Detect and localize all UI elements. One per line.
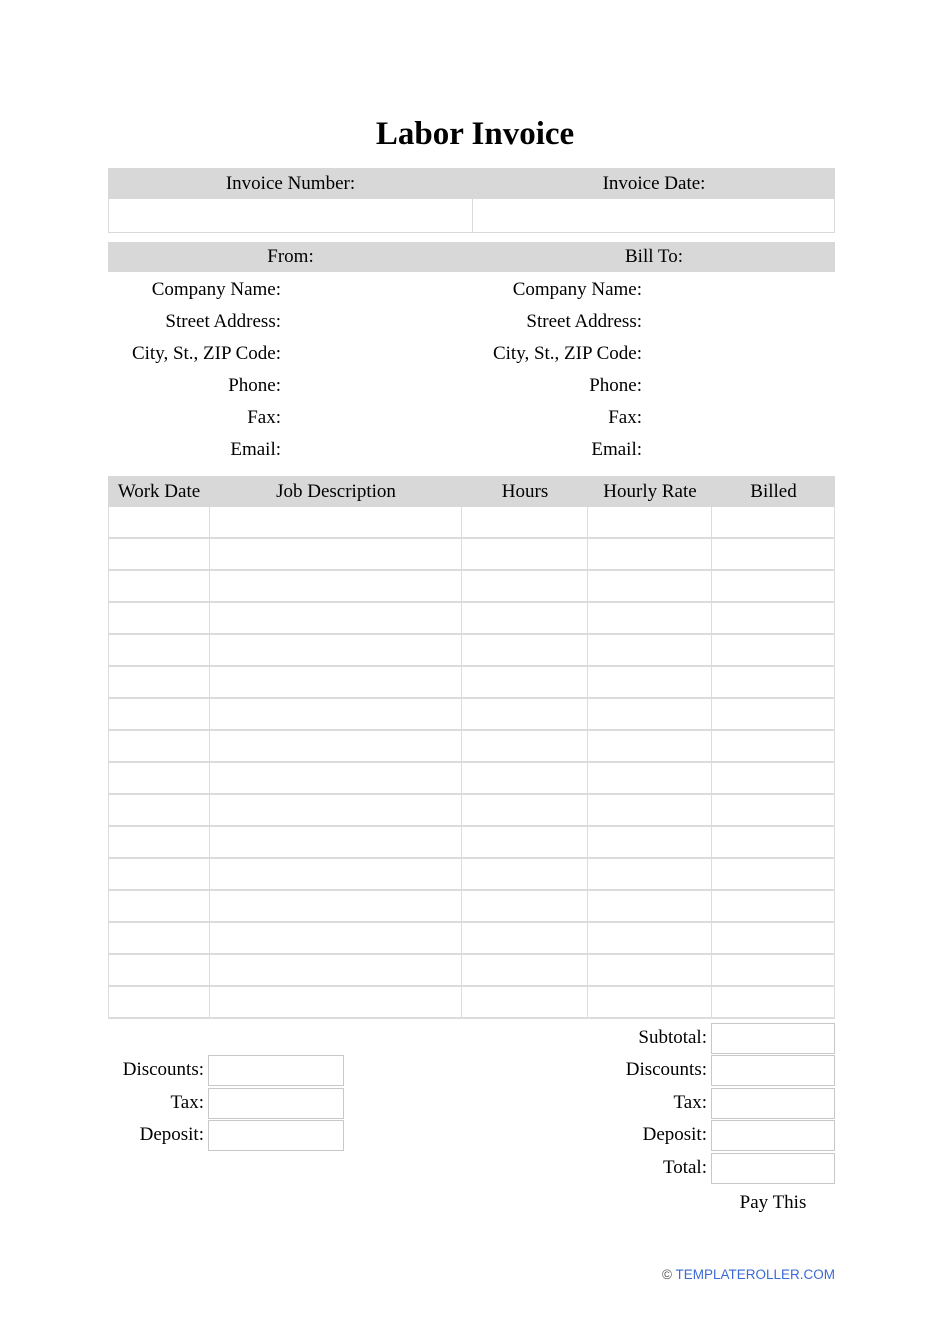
discounts-right-input[interactable] xyxy=(711,1055,835,1086)
deposit-right-input[interactable] xyxy=(711,1120,835,1151)
item-cell[interactable] xyxy=(588,667,712,697)
item-cell[interactable] xyxy=(109,891,210,921)
table-row xyxy=(109,923,834,955)
total-row xyxy=(108,1152,835,1184)
deposit-right-label: Deposit: xyxy=(642,1124,707,1146)
column-header-hourly-rate: Hourly Rate xyxy=(603,481,697,502)
item-cell[interactable] xyxy=(462,827,588,857)
from-field-input[interactable] xyxy=(281,434,473,466)
item-cell[interactable] xyxy=(588,539,712,569)
invoice-meta-inputs xyxy=(108,199,835,233)
tax-left-input[interactable] xyxy=(208,1088,344,1119)
item-cell[interactable] xyxy=(210,699,462,729)
item-cell[interactable] xyxy=(712,923,834,953)
parties-header-bar xyxy=(108,242,835,272)
table-row xyxy=(109,667,834,699)
item-cell[interactable] xyxy=(109,763,210,793)
item-cell[interactable] xyxy=(712,635,834,665)
table-row xyxy=(109,699,834,731)
discounts-right-label: Discounts: xyxy=(625,1059,707,1081)
item-cell[interactable] xyxy=(210,539,462,569)
item-cell[interactable] xyxy=(210,923,462,953)
item-cell[interactable] xyxy=(109,699,210,729)
item-cell[interactable] xyxy=(588,699,712,729)
bill-to-field-input[interactable] xyxy=(642,434,835,466)
item-cell[interactable] xyxy=(588,891,712,921)
deposit-left-label: Deposit: xyxy=(139,1124,204,1146)
table-row xyxy=(109,987,834,1019)
item-cell[interactable] xyxy=(712,795,834,825)
item-cell[interactable] xyxy=(210,731,462,761)
item-cell[interactable] xyxy=(109,635,210,665)
line-items-body xyxy=(108,507,835,1019)
item-cell[interactable] xyxy=(712,891,834,921)
from-field-label: Street Address: xyxy=(165,311,281,332)
from-field-label: Fax: xyxy=(247,407,281,428)
from-header: From: xyxy=(267,246,314,267)
item-cell[interactable] xyxy=(462,763,588,793)
footer xyxy=(108,1266,835,1284)
from-field-input[interactable] xyxy=(281,402,473,434)
item-cell[interactable] xyxy=(712,955,834,985)
invoice-number-input[interactable] xyxy=(109,199,473,232)
discounts-row xyxy=(108,1054,835,1086)
tax-right-input[interactable] xyxy=(711,1088,835,1119)
line-items-header xyxy=(108,476,835,507)
column-header-work-date: Work Date xyxy=(117,481,201,502)
column-header-hours: Hours xyxy=(501,481,549,502)
subtotal-input[interactable] xyxy=(711,1023,835,1054)
totals-section xyxy=(108,1022,835,1216)
item-cell[interactable] xyxy=(712,763,834,793)
item-cell[interactable] xyxy=(210,827,462,857)
from-field-input[interactable] xyxy=(281,370,473,402)
table-row xyxy=(109,827,834,859)
bill-to-field-label: Phone: xyxy=(589,375,642,396)
item-cell[interactable] xyxy=(588,731,712,761)
item-cell[interactable] xyxy=(588,763,712,793)
from-field-label: City, St., ZIP Code: xyxy=(131,343,281,364)
bill-to-field-label: Fax: xyxy=(608,407,642,428)
item-cell[interactable] xyxy=(210,859,462,889)
invoice-number-label: Invoice Number: xyxy=(225,173,356,194)
item-cell[interactable] xyxy=(712,507,834,537)
item-cell[interactable] xyxy=(712,571,834,601)
item-cell[interactable] xyxy=(462,955,588,985)
pay-this-row xyxy=(108,1184,835,1216)
item-cell[interactable] xyxy=(712,731,834,761)
item-cell[interactable] xyxy=(210,603,462,633)
from-field-label: Phone: xyxy=(228,375,281,396)
item-cell[interactable] xyxy=(210,571,462,601)
table-row xyxy=(109,859,834,891)
item-cell[interactable] xyxy=(712,699,834,729)
item-cell[interactable] xyxy=(462,987,588,1017)
item-cell[interactable] xyxy=(712,987,834,1017)
item-cell[interactable] xyxy=(462,507,588,537)
copyright-icon: © xyxy=(662,1267,672,1282)
item-cell[interactable] xyxy=(109,859,210,889)
bill-to-field-label: Street Address: xyxy=(526,311,642,332)
bill-to-field-label: City, St., ZIP Code: xyxy=(492,343,642,364)
bill-to-field-input[interactable] xyxy=(642,306,835,338)
item-cell[interactable] xyxy=(210,635,462,665)
bill-to-field-label: Company Name: xyxy=(512,279,642,300)
item-cell[interactable] xyxy=(712,827,834,857)
deposit-row xyxy=(108,1119,835,1151)
item-cell[interactable] xyxy=(588,571,712,601)
item-cell[interactable] xyxy=(588,635,712,665)
total-input[interactable] xyxy=(711,1153,835,1184)
item-cell[interactable] xyxy=(109,923,210,953)
templateroller-link[interactable]: TEMPLATEROLLER.COM xyxy=(675,1267,835,1282)
item-cell[interactable] xyxy=(588,507,712,537)
item-cell[interactable] xyxy=(462,635,588,665)
item-cell[interactable] xyxy=(109,795,210,825)
item-cell[interactable] xyxy=(109,667,210,697)
party-field-row xyxy=(108,306,835,338)
party-field-row xyxy=(108,402,835,434)
item-cell[interactable] xyxy=(210,987,462,1017)
bill-to-header: Bill To: xyxy=(625,246,683,267)
total-label: Total: xyxy=(662,1156,707,1178)
deposit-left-input[interactable] xyxy=(208,1120,344,1151)
bill-to-field-input[interactable] xyxy=(642,338,835,370)
item-cell[interactable] xyxy=(462,667,588,697)
item-cell[interactable] xyxy=(210,955,462,985)
item-cell[interactable] xyxy=(712,603,834,633)
item-cell[interactable] xyxy=(588,987,712,1017)
table-row xyxy=(109,731,834,763)
invoice-date-input[interactable] xyxy=(473,199,834,232)
item-cell[interactable] xyxy=(210,763,462,793)
bill-to-field-label: Email: xyxy=(591,439,642,460)
from-field-input[interactable] xyxy=(281,338,473,370)
item-cell[interactable] xyxy=(588,955,712,985)
item-cell[interactable] xyxy=(210,667,462,697)
item-cell[interactable] xyxy=(109,603,210,633)
item-cell[interactable] xyxy=(210,891,462,921)
line-items-table xyxy=(108,476,835,1019)
column-header-job-description: Job Description xyxy=(276,481,396,502)
column-header-billed: Billed xyxy=(750,481,797,502)
discounts-left-label: Discounts: xyxy=(122,1059,204,1081)
tax-left-label: Tax: xyxy=(170,1091,204,1113)
party-field-row xyxy=(108,370,835,402)
party-rows xyxy=(108,272,835,466)
item-cell[interactable] xyxy=(712,859,834,889)
bill-to-field-input[interactable] xyxy=(642,402,835,434)
subtotal-label: Subtotal: xyxy=(638,1027,707,1048)
table-row xyxy=(109,891,834,923)
item-cell[interactable] xyxy=(588,603,712,633)
item-cell[interactable] xyxy=(462,731,588,761)
from-field-label: Company Name: xyxy=(151,279,281,300)
tax-right-label: Tax: xyxy=(673,1091,707,1113)
item-cell[interactable] xyxy=(109,731,210,761)
item-cell[interactable] xyxy=(210,507,462,537)
item-cell[interactable] xyxy=(462,923,588,953)
item-cell[interactable] xyxy=(210,795,462,825)
parties-section xyxy=(108,242,835,466)
page-title: Labor Invoice xyxy=(375,116,575,152)
table-row xyxy=(109,603,834,635)
party-field-row xyxy=(108,274,835,306)
subtotal-row xyxy=(108,1022,835,1054)
item-cell[interactable] xyxy=(462,539,588,569)
from-field-label: Email: xyxy=(230,439,281,460)
item-cell[interactable] xyxy=(462,699,588,729)
item-cell[interactable] xyxy=(109,571,210,601)
item-cell[interactable] xyxy=(462,795,588,825)
item-cell[interactable] xyxy=(712,539,834,569)
item-cell[interactable] xyxy=(712,667,834,697)
party-field-row xyxy=(108,338,835,370)
item-cell[interactable] xyxy=(109,955,210,985)
pay-this-label: Pay This xyxy=(739,1191,807,1213)
tax-row xyxy=(108,1087,835,1119)
item-cell[interactable] xyxy=(462,859,588,889)
item-cell[interactable] xyxy=(462,603,588,633)
invoice-meta-section xyxy=(108,168,835,233)
table-row xyxy=(109,571,834,603)
from-field-input[interactable] xyxy=(281,274,473,306)
party-field-row xyxy=(108,434,835,466)
item-cell[interactable] xyxy=(588,795,712,825)
invoice-meta-header-bar xyxy=(108,168,835,199)
item-cell[interactable] xyxy=(462,571,588,601)
table-row xyxy=(109,539,834,571)
from-field-input[interactable] xyxy=(281,306,473,338)
item-cell[interactable] xyxy=(588,827,712,857)
item-cell[interactable] xyxy=(109,827,210,857)
bill-to-field-input[interactable] xyxy=(642,370,835,402)
table-row xyxy=(109,795,834,827)
item-cell[interactable] xyxy=(588,923,712,953)
item-cell[interactable] xyxy=(462,891,588,921)
item-cell[interactable] xyxy=(588,859,712,889)
table-row xyxy=(109,955,834,987)
item-cell[interactable] xyxy=(109,987,210,1017)
invoice-date-label: Invoice Date: xyxy=(602,173,706,194)
table-row xyxy=(109,507,834,539)
table-row xyxy=(109,763,834,795)
item-cell[interactable] xyxy=(109,507,210,537)
discounts-left-input[interactable] xyxy=(208,1055,344,1086)
item-cell[interactable] xyxy=(109,539,210,569)
bill-to-field-input[interactable] xyxy=(642,274,835,306)
table-row xyxy=(109,635,834,667)
